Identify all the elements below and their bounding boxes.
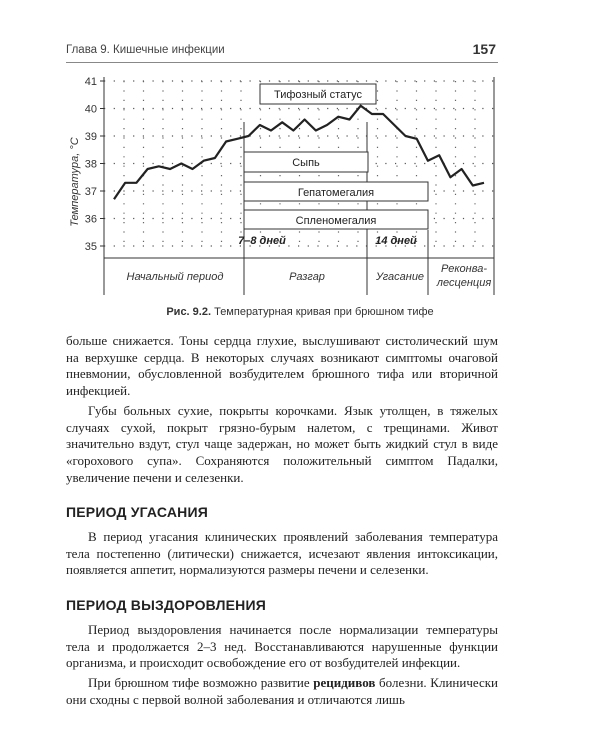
paragraph: больше снижается. Тоны сердца глухие, выслушивают систолический шум на верхушке сердца. В некоторых случаях возникают симптомы очаговой пневмонии, обусловленной возбудителем брюшного тифа или вторичной инфекцией. [66, 333, 498, 399]
figure-caption [0, 306, 600, 318]
box-hepatomegaly-label: Гепатомегалия [297, 187, 375, 199]
paragraph: Губы больных сухие, покрыты корочками. Язык утолщен, в тяжелых случаях сухой, покрыт грязно-бурым налетом, с трещинами. Живот значительно вздут, стул чаще задержан, но может быть жидкий стул в виде «горохового супа». Сохраняются положительный симптом Падалки, увеличение печени и селезенки. [66, 402, 498, 485]
period-initial: Начальный период [126, 271, 224, 283]
figure-caption-text: Температурная кривая при брюшном тифе [211, 306, 434, 318]
period-peak: Разгар [289, 271, 325, 283]
paragraph: Период выздоровления начинается после нормализации температуры тела и продолжается 2–3 нед. Восстанавливаются нарушенные функции организма, и происходит освобождение его от возбудителей инфекции. [66, 621, 498, 671]
period-recovery-1: Реконва- [441, 263, 487, 275]
temperature-chart [62, 70, 502, 295]
page-number: 157 [472, 41, 496, 57]
section-heading: ПЕРИОД УГАСАНИЯ [66, 504, 209, 521]
day-label-7-8: 7–8 дней [238, 235, 286, 247]
period-decline: Угасание [375, 271, 425, 283]
box-rash-label: Сыпь [292, 157, 320, 169]
paragraph: В период угасания клинических проявлений заболевания температура тела постепенно (литически) снижается, исчезают явления интоксикации, появляется аппетит, нормализуются размеры печени и селезенки. [66, 529, 498, 578]
running-header [66, 40, 498, 63]
y-tick-label: 35 [84, 241, 97, 253]
paragraph-text: болезни. Клинически они сходны с первой волной заболевания и отличаются лишь [66, 674, 498, 707]
bold-term: рецидивов [313, 674, 376, 690]
figure-caption-label: Рис. 9.2. [166, 306, 212, 318]
paragraph-text: При брюшном тифе возможно развитие [88, 674, 314, 690]
body-text [66, 333, 498, 711]
box-splenomegaly-label: Спленомегалия [295, 215, 377, 227]
paragraph [66, 675, 498, 708]
period-recovery-2: лесценция [436, 277, 492, 289]
y-tick-label: 39 [84, 131, 97, 143]
y-tick-label: 38 [84, 158, 97, 171]
y-tick-label: 40 [84, 103, 97, 116]
y-tick-label: 41 [84, 76, 97, 88]
box-typhoid-status-label: Тифозный статус [274, 89, 362, 101]
section-heading: ПЕРИОД ВЫЗДОРОВЛЕНИЯ [66, 597, 267, 614]
y-tick-label: 36 [84, 213, 97, 226]
chart-svg [62, 70, 502, 295]
day-label-14: 14 дней [375, 235, 417, 247]
y-axis-title: Температура, °С [69, 137, 81, 227]
y-tick-label: 37 [84, 186, 97, 198]
chapter-title: Глава 9. Кишечные инфекции [66, 44, 225, 56]
